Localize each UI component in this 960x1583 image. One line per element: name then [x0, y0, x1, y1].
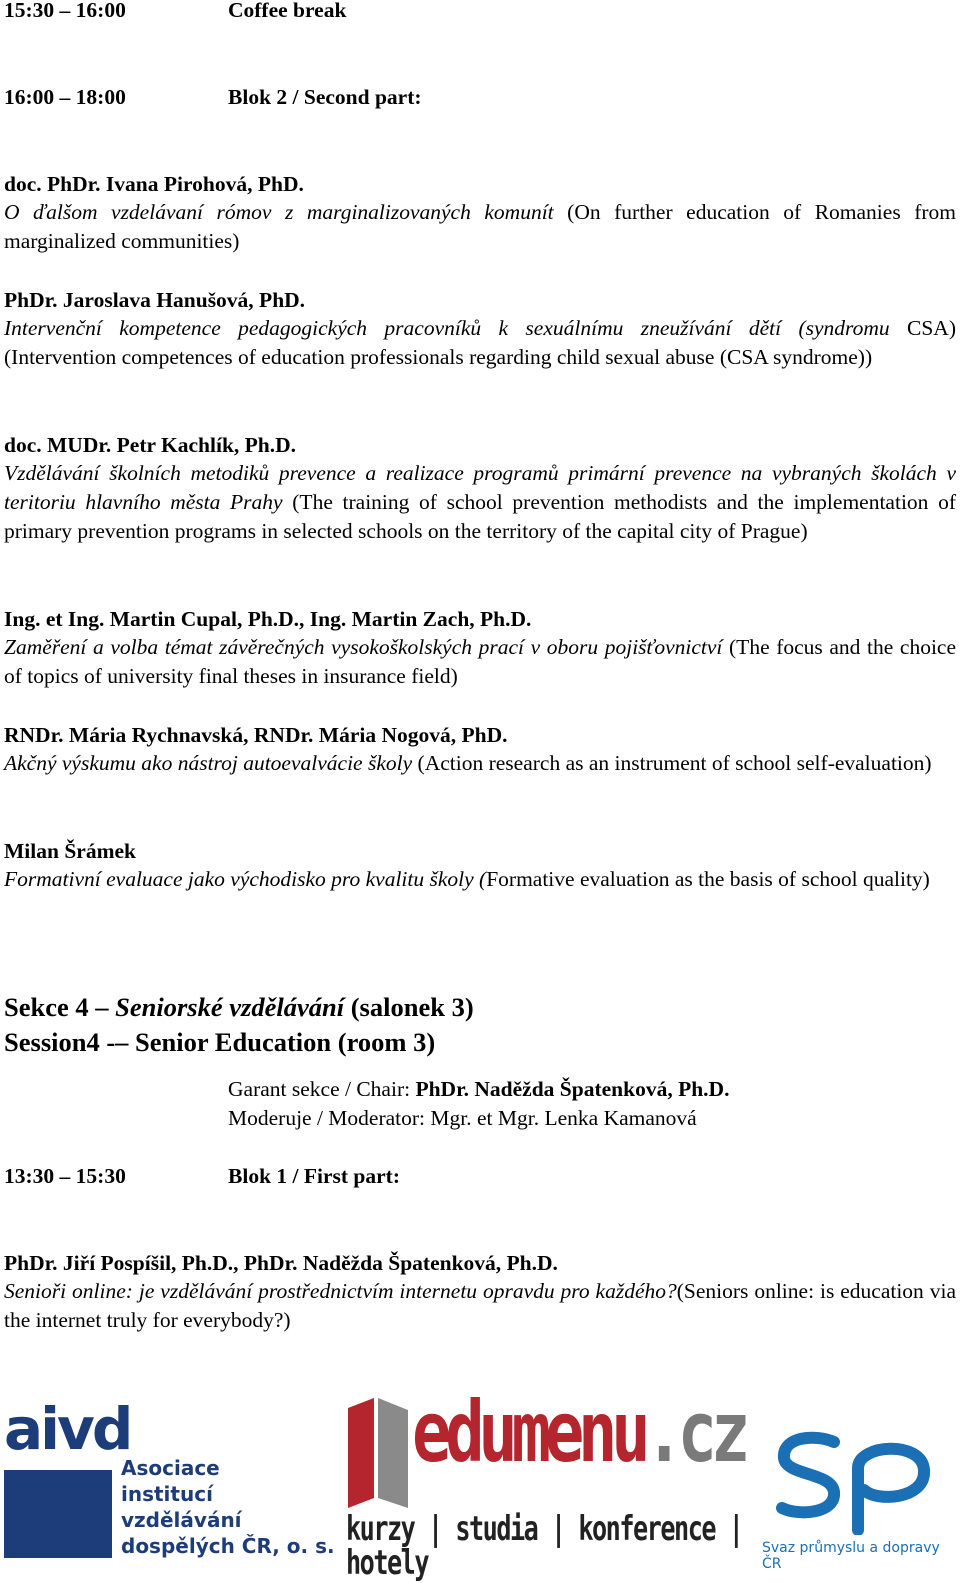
chair-name: PhDr. Naděžda Špatenková, Ph.D.: [415, 1077, 730, 1101]
talk-title-en: (The focus and the choice of topics of university final theses in insurance field): [4, 635, 957, 688]
edumenu-word: edumenu: [412, 1383, 645, 1481]
talk-title: [4, 1277, 956, 1335]
talk-title-en: (Action research as an instrument of school self-evaluation): [412, 751, 932, 775]
talk-title-cz: Akčný výskumu ako nástroj autoevalvácie školy: [4, 751, 413, 775]
talk-authors: PhDr. Jiří Pospíšil, Ph.D., PhDr. Naděžda Špatenková, Ph.D.: [4, 1251, 558, 1275]
section-room: (salonek 3): [344, 992, 474, 1022]
talk-title: [4, 198, 956, 256]
aivd-line: vzdělávání: [121, 1508, 242, 1532]
chair-line: [228, 1079, 729, 1101]
aivd-line: Asociace: [121, 1456, 220, 1480]
talk-title-en: (The training of school prevention methodists and the implementation of primary prevention programs in selected schools on the territory of the capital city of Prague): [4, 490, 956, 543]
talk-title-en: CSA) (Intervention competences of education professionals regarding child sexual abuse (CSA syndrome)): [4, 316, 956, 369]
talk-title-cz: Senioři online: je vzdělávání prostřednictvím internetu opravdu pro každého?: [4, 1279, 677, 1303]
schedule-time: 16:00 – 18:00: [4, 85, 126, 109]
talk-title-cz: Zaměření a volba témat závěrečných vysokoškolských prací v oboru pojišťovnictví: [4, 635, 723, 659]
talk-title: [4, 314, 956, 372]
aivd-logo-text: [121, 1455, 335, 1559]
talk-title-cz: Vzdělávání školních metodiků prevence a realizace programů primární prevence na vybraných školách v teritoriu hlavního města Prahy: [4, 461, 956, 514]
sp-logo-caption: Svaz průmyslu a dopravy ČR: [762, 1540, 940, 1572]
section-heading-cz: [4, 994, 474, 1021]
section-name: Seniorské vzdělávání: [115, 992, 345, 1022]
section-prefix: Sekce 4 –: [4, 992, 116, 1022]
section-heading-en: Session4 -– Senior Education (room 3): [4, 1027, 436, 1057]
aivd-logo-word: aivd: [4, 1395, 131, 1463]
talk-authors: doc. PhDr. Ivana Pirohová, PhD.: [4, 172, 304, 196]
talk-authors: doc. MUDr. Petr Kachlík, Ph.D.: [4, 433, 297, 457]
sp-logo-mark: [776, 1430, 936, 1535]
moderator-line: Moderuje / Moderator: Mgr. et Mgr. Lenka Kamanová: [228, 1106, 697, 1130]
edumenu-tagline: kurzy | studia | konference | hotely: [346, 1509, 743, 1583]
talk-title-en: (On further education of Romanies from marginalized communities): [4, 200, 957, 253]
talk-title-cz: O ďalšom vzdelávaní rómov z marginalizovaných komunít: [4, 200, 554, 224]
talk-title: [4, 749, 956, 778]
talk-title-en: Formative evaluation as the basis of school quality): [486, 867, 930, 891]
chair-label: Garant sekce / Chair:: [228, 1077, 416, 1101]
talk-authors: RNDr. Mária Rychnavská, RNDr. Mária Nogová, PhD.: [4, 723, 508, 747]
schedule-time: 13:30 – 15:30: [4, 1164, 126, 1188]
edumenu-book-icon: [346, 1398, 410, 1510]
talk-title: [4, 865, 956, 894]
talk-title-cz: Intervenční kompetence pedagogických pracovníků k sexuálnímu zneužívání dětí (syndromu: [4, 316, 890, 340]
talk-authors: Ing. et Ing. Martin Cupal, Ph.D., Ing. Martin Zach, Ph.D.: [4, 607, 532, 631]
talk-title-cz: Formativní evaluace jako východisko pro kvalitu školy (: [4, 867, 487, 891]
edumenu-logo-word: [412, 1383, 745, 1481]
talk-authors: PhDr. Jaroslava Hanušová, PhD.: [4, 288, 306, 312]
schedule-label: Blok 1 / First part:: [228, 1164, 400, 1188]
aivd-line: institucí: [121, 1482, 213, 1506]
edumenu-tld: .cz: [644, 1383, 745, 1481]
aivd-logo-block: [4, 1470, 112, 1558]
schedule-time: 15:30 – 16:00: [4, 0, 126, 22]
talk-authors: Milan Šrámek: [4, 839, 136, 863]
schedule-label: Coffee break: [228, 0, 347, 22]
talk-title: [4, 633, 956, 691]
talk-title: [4, 459, 956, 546]
schedule-label: Blok 2 / Second part:: [228, 85, 422, 109]
talk-title-en: (Seniors online: is education via the internet truly for everybody?): [4, 1279, 956, 1332]
aivd-line: dospělých ČR, o. s.: [121, 1534, 335, 1558]
